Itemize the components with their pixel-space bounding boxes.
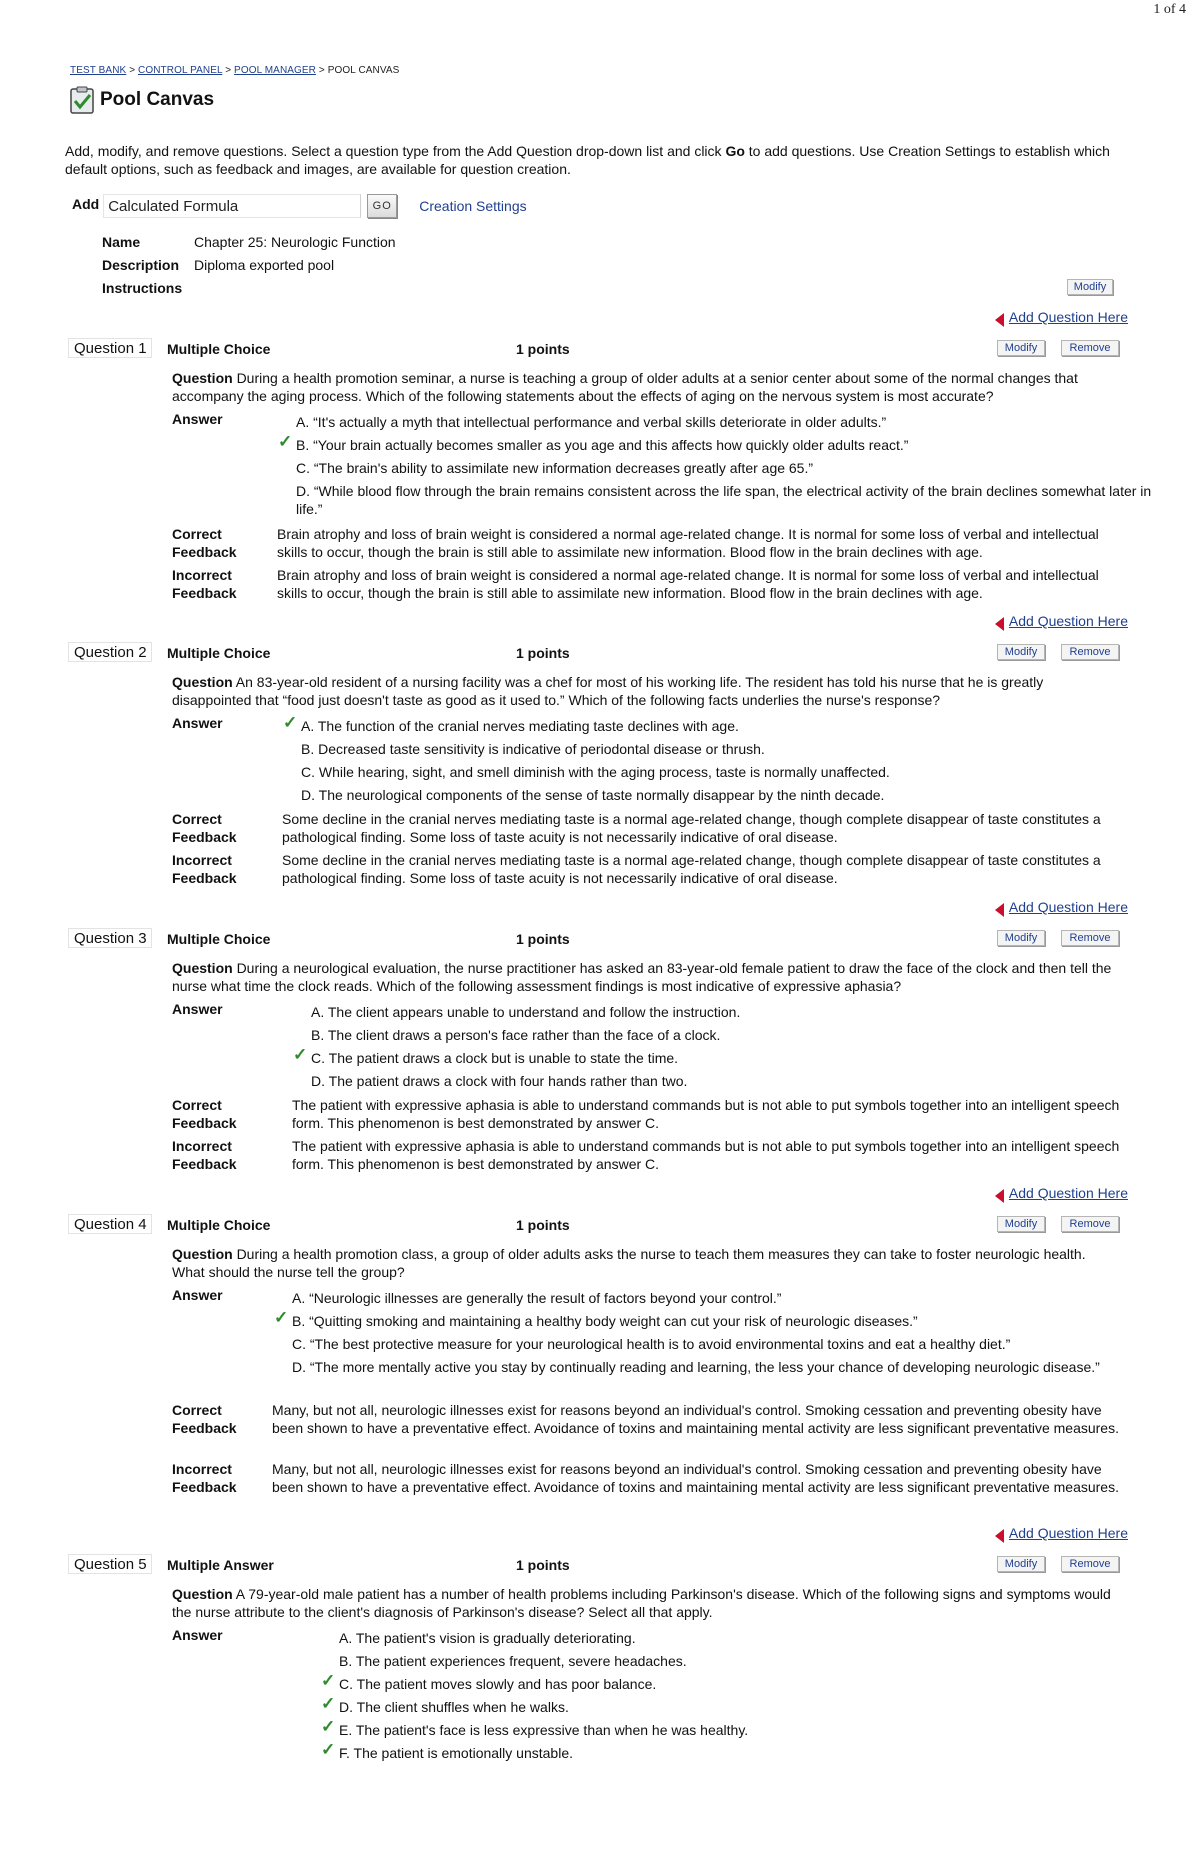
question-number: Question 5 (68, 1554, 152, 1574)
option-letter: E. (339, 1722, 353, 1738)
correct-label: Correct (172, 1402, 222, 1418)
remove-button[interactable]: Remove (1061, 930, 1119, 946)
clipboard-check-icon (70, 86, 94, 114)
question-label: Question (172, 960, 233, 976)
feedback-label: Feedback (172, 870, 237, 886)
incorrect-label: Incorrect (172, 1461, 232, 1477)
option-letter: D. (311, 1073, 325, 1089)
breadcrumb-pool-manager[interactable]: POOL MANAGER (234, 65, 317, 76)
add-question-here-text[interactable]: Add Question Here (1008, 899, 1128, 915)
option-text: The patient is emotionally unstable. (353, 1745, 573, 1761)
description-label: Description (102, 257, 180, 273)
option-text: The patient moves slowly and has poor balance. (356, 1676, 657, 1692)
question-body: An 83-year-old resident of a nursing facility was a chef for most of his working life. The resident has told his nurse that he is greatly disappointed that “food just doesn't taste as good as it used to.” Which of the following facts underlies the nurse's response? (172, 674, 1044, 708)
option-letter: B. (311, 1027, 325, 1043)
modify-button[interactable]: Modify (997, 340, 1045, 356)
breadcrumb-test-bank[interactable]: TEST BANK (70, 65, 127, 76)
question-text (172, 959, 1122, 995)
answer-option (311, 1026, 1171, 1044)
question-points: 1 points (516, 645, 570, 661)
answer-option-correct (321, 1717, 1199, 1739)
pool-description-row (102, 257, 334, 273)
correct-feedback-label (172, 525, 252, 561)
correct-label: Correct (172, 811, 222, 827)
question-text (172, 673, 1122, 709)
question-type: Multiple Choice (167, 341, 271, 357)
option-text: The neurological components of the sense of taste normally disappear by the ninth decade. (318, 787, 885, 803)
add-question-here-text[interactable]: Add Question Here (1008, 309, 1128, 325)
question-text (172, 1245, 1122, 1281)
option-text: “Quitting smoking and maintaining a healthy body weight can cut your risk of neurologic diseases.” (309, 1313, 918, 1329)
page-title: Pool Canvas (100, 89, 215, 110)
title-row (70, 86, 214, 114)
incorrect-label: Incorrect (172, 567, 232, 583)
incorrect-feedback-label (172, 1137, 252, 1173)
option-text: “Your brain actually becomes smaller as you age and this affects how quickly older adults react.” (313, 437, 909, 453)
question-number: Question 3 (68, 928, 152, 948)
check-icon: ✓ (278, 432, 293, 451)
question-body: A 79-year-old male patient has a number of health problems including Parkinson's disease. Which of the following signs and symptoms would the nurse attribute to the client's diagnosis of Parkinson's disease? Select all that apply. (172, 1586, 1111, 1620)
option-letter: B. (292, 1313, 306, 1329)
option-letter: B. (301, 741, 315, 757)
add-label: Add (72, 196, 100, 212)
add-question-here-link[interactable] (995, 611, 1128, 631)
answer-option-correct (321, 1671, 1199, 1693)
option-letter: A. (301, 718, 315, 734)
breadcrumb-separator: > (318, 65, 325, 76)
question-type: Multiple Choice (167, 645, 271, 661)
question-number: Question 4 (68, 1214, 152, 1234)
answer-option (292, 1289, 1152, 1307)
answer-option (311, 1072, 1171, 1090)
option-letter: D. (339, 1699, 353, 1715)
add-question-here-link[interactable] (995, 1183, 1128, 1203)
add-question-here-link[interactable] (995, 307, 1128, 327)
pool-instructions-row (102, 280, 194, 296)
question-header (68, 1214, 1128, 1236)
incorrect-label: Incorrect (172, 852, 232, 868)
question-type: Multiple Choice (167, 931, 271, 947)
option-text: The client appears unable to understand and follow the instruction. (327, 1004, 741, 1020)
answer-option (292, 1335, 1152, 1353)
option-letter: D. (296, 483, 310, 499)
answer-option-correct (293, 1045, 1171, 1067)
question-points: 1 points (516, 341, 570, 357)
intro-go: Go (725, 143, 745, 159)
answer-label: Answer (172, 715, 223, 731)
option-text: The patient experiences frequent, severe headaches. (355, 1653, 687, 1669)
option-text: The client draws a person's face rather than the face of a clock. (327, 1027, 721, 1043)
correct-feedback-label (172, 1096, 252, 1132)
breadcrumb-separator: > (225, 65, 232, 76)
red-arrow-icon (995, 1189, 1004, 1203)
question-points: 1 points (516, 931, 570, 947)
intro-text-2: to add questions. Use Creation Settings to establish which default options, such as feedback and images, are available for question creation. (65, 143, 1110, 177)
answer-option (296, 413, 1156, 431)
answer-option-correct (278, 432, 1156, 454)
correct-label: Correct (172, 526, 222, 542)
option-letter: B. (339, 1653, 353, 1669)
instructions-label: Instructions (102, 280, 183, 296)
correct-feedback-text: Some decline in the cranial nerves mediating taste is a normal age-related change, though complete disappear of taste constitutes a pathological finding. Some loss of taste acuity is not necessarily indicative of oral disease. (282, 811, 1101, 845)
answer-option (311, 1003, 1171, 1021)
option-text: “Neurologic illnesses are generally the result of factors beyond your control.” (309, 1290, 782, 1306)
correct-feedback-text: The patient with expressive aphasia is able to understand commands but is not able to put symbols together into an intelligent speech form. This phenomenon is best demonstrated by answer C. (292, 1097, 1120, 1131)
remove-button[interactable]: Remove (1061, 644, 1119, 660)
incorrect-feedback-text: Some decline in the cranial nerves mediating taste is a normal age-related change, though complete disappear of taste constitutes a pathological finding. Some loss of taste acuity is not necessarily indicative of oral disease. (282, 852, 1101, 886)
option-letter: C. (339, 1676, 353, 1692)
page-instructions (65, 142, 1125, 178)
answer-option-correct (283, 713, 1161, 735)
feedback-label: Feedback (172, 1479, 237, 1495)
red-arrow-icon (995, 1529, 1004, 1543)
option-letter: A. (311, 1004, 325, 1020)
option-text: While hearing, sight, and smell diminish with the aging process, taste is normally unaffected. (318, 764, 890, 780)
option-text: “While blood flow through the brain remains consistent across the life span, the electrical activity of the brain declines somewhat later in life.” (296, 483, 1152, 517)
answer-option-correct (321, 1740, 1199, 1762)
check-icon: ✓ (321, 1740, 336, 1759)
modify-button[interactable]: Modify (997, 1556, 1045, 1572)
feedback-label: Feedback (172, 544, 237, 560)
option-text: “The best protective measure for your neurological health is to avoid environmental toxins and eat a healthy diet.” (309, 1336, 1011, 1352)
option-letter: A. (292, 1290, 306, 1306)
page-number: 1 of 4 (1153, 2, 1186, 17)
red-arrow-icon (995, 617, 1004, 631)
question-label: Question (172, 674, 233, 690)
feedback-label: Feedback (172, 585, 237, 601)
red-arrow-icon (995, 313, 1004, 327)
option-letter: A. (339, 1630, 353, 1646)
correct-feedback-text: Brain atrophy and loss of brain weight is considered a normal age-related change. It is normal for some loss of verbal and intellectual skills to occur, though the brain is still able to assimilate new information. Blood flow in the brain declines with age. (277, 526, 1099, 560)
add-question-here-link[interactable] (995, 1523, 1128, 1543)
question-label: Question (172, 1246, 233, 1262)
option-letter: F. (339, 1745, 350, 1761)
option-text: The function of the cranial nerves mediating taste declines with age. (317, 718, 739, 734)
incorrect-label: Incorrect (172, 1138, 232, 1154)
answer-label: Answer (172, 411, 223, 427)
check-icon: ✓ (283, 713, 298, 732)
correct-feedback-label (172, 1401, 252, 1437)
answer-option (296, 459, 1156, 477)
answer-option (339, 1652, 1199, 1670)
feedback-label: Feedback (172, 1420, 237, 1436)
feedback-label: Feedback (172, 1115, 237, 1131)
incorrect-feedback-text: The patient with expressive aphasia is able to understand commands but is not able to put symbols together into an intelligent speech form. This phenomenon is best demonstrated by answer C. (292, 1138, 1120, 1172)
answer-option (301, 740, 1161, 758)
correct-feedback-label (172, 810, 252, 846)
option-text: The patient's vision is gradually deteriorating. (355, 1630, 636, 1646)
incorrect-feedback-label (172, 566, 252, 602)
question-body: During a health promotion seminar, a nurse is teaching a group of older adults at a senior center about some of the normal changes that accompany the aging process. Which of the following statements about the effects of aging on the nervous system is most accurate? (172, 370, 1078, 404)
check-icon: ✓ (321, 1694, 336, 1713)
add-question-here-text[interactable]: Add Question Here (1008, 1185, 1128, 1201)
modify-instructions-button[interactable]: Modify (1067, 279, 1113, 295)
modify-button[interactable]: Modify (997, 644, 1045, 660)
check-icon: ✓ (274, 1308, 289, 1327)
option-text: Decreased taste sensitivity is indicative of periodontal disease or thrush. (318, 741, 765, 757)
incorrect-feedback-label (172, 851, 252, 887)
question-label: Question (172, 1586, 233, 1602)
incorrect-feedback-label (172, 1460, 252, 1496)
incorrect-feedback-text: Brain atrophy and loss of brain weight is considered a normal age-related change. It is normal for some loss of verbal and intellectual skills to occur, though the brain is still able to assimilate new information. Blood flow in the brain declines with age. (277, 567, 1099, 601)
question-body: During a health promotion class, a group of older adults asks the nurse to teach them measures they can take to foster neurologic health. What should the nurse tell the group? (172, 1246, 1086, 1280)
question-header (68, 1554, 1128, 1576)
answer-label: Answer (172, 1627, 223, 1643)
modify-button[interactable]: Modify (997, 1216, 1045, 1232)
option-text: The patient's face is less expressive than when he was healthy. (355, 1722, 749, 1738)
remove-button[interactable]: Remove (1061, 1216, 1119, 1232)
breadcrumb-control-panel[interactable]: CONTROL PANEL (138, 65, 223, 76)
answer-option (339, 1629, 1199, 1647)
check-icon: ✓ (293, 1045, 308, 1064)
remove-button[interactable]: Remove (1061, 340, 1119, 356)
add-question-here-text[interactable]: Add Question Here (1008, 1525, 1128, 1541)
option-letter: C. (292, 1336, 306, 1352)
pool-description: Diploma exported pool (194, 257, 335, 273)
breadcrumb (70, 65, 399, 76)
option-letter: B. (296, 437, 310, 453)
name-label: Name (102, 234, 141, 250)
option-text: The client shuffles when he walks. (356, 1699, 569, 1715)
add-question-here-text[interactable]: Add Question Here (1008, 613, 1128, 629)
remove-button[interactable]: Remove (1061, 1556, 1119, 1572)
breadcrumb-separator: > (129, 65, 136, 76)
question-type: Multiple Answer (167, 1557, 274, 1573)
creation-settings-link[interactable]: Creation Settings (419, 198, 527, 214)
check-icon: ✓ (321, 1671, 336, 1690)
question-text (172, 1585, 1122, 1621)
option-text: “The brain's ability to assimilate new information decreases greatly after age 65.” (313, 460, 814, 476)
answer-label: Answer (172, 1001, 223, 1017)
pool-name-row (102, 234, 396, 250)
question-header (68, 928, 1128, 950)
answer-label: Answer (172, 1287, 223, 1303)
modify-button[interactable]: Modify (997, 930, 1045, 946)
question-points: 1 points (516, 1217, 570, 1233)
pool-name: Chapter 25: Neurologic Function (194, 234, 396, 250)
incorrect-feedback-text: Many, but not all, neurologic illnesses exist for reasons beyond an individual's control. Smoking cessation and preventing obesity have been shown to have a preventative effect. Avoidance of toxins and maintaining mental activity are less significant preventative measures. (272, 1461, 1119, 1495)
option-letter: C. (301, 764, 315, 780)
option-letter: C. (311, 1050, 325, 1066)
question-body: During a neurological evaluation, the nurse practitioner has asked an 83-year-old female patient to draw the face of the clock and then tell the nurse what time the clock reads. Which of the following assessment findings is most indicative of expressive aphasia? (172, 960, 1112, 994)
option-text: “It's actually a myth that intellectual performance and verbal skills deteriorate in older adults.” (313, 414, 887, 430)
option-letter: A. (296, 414, 310, 430)
question-points: 1 points (516, 1557, 570, 1573)
question-header (68, 338, 1128, 360)
option-text: “The more mentally active you stay by continually reading and learning, the less your chance of developing neurologic disease.” (309, 1359, 1100, 1375)
answer-option-correct (274, 1308, 1152, 1330)
feedback-label: Feedback (172, 1156, 237, 1172)
intro-text: Add, modify, and remove questions. Select a question type from the Add Question drop-down list and click (65, 143, 726, 159)
option-letter: D. (292, 1359, 306, 1375)
option-letter: C. (296, 460, 310, 476)
answer-option (301, 763, 1161, 781)
option-letter: D. (301, 787, 315, 803)
red-arrow-icon (995, 903, 1004, 917)
option-text: The patient draws a clock but is unable to state the time. (328, 1050, 679, 1066)
question-number: Question 1 (68, 338, 152, 358)
question-type-select[interactable]: Calculated Formula (103, 194, 361, 218)
question-number: Question 2 (68, 642, 152, 662)
option-text: The patient draws a clock with four hands rather than two. (328, 1073, 688, 1089)
answer-option-correct (321, 1694, 1199, 1716)
add-question-bar (72, 194, 527, 218)
answer-option (292, 1358, 1152, 1376)
correct-label: Correct (172, 1097, 222, 1113)
add-question-here-link[interactable] (995, 897, 1128, 917)
correct-feedback-text: Many, but not all, neurologic illnesses exist for reasons beyond an individual's control. Smoking cessation and preventing obesity have been shown to have a preventative effect. Avoidance of toxins and maintaining mental activity are less significant preventative measures. (272, 1402, 1119, 1436)
feedback-label: Feedback (172, 829, 237, 845)
answer-option (301, 786, 1161, 804)
breadcrumb-current: POOL CANVAS (327, 65, 400, 76)
question-label: Question (172, 370, 233, 386)
check-icon: ✓ (321, 1717, 336, 1736)
question-type: Multiple Choice (167, 1217, 271, 1233)
go-button[interactable]: GO (367, 194, 397, 218)
question-text (172, 369, 1122, 405)
question-header (68, 642, 1128, 664)
answer-option (296, 482, 1156, 518)
